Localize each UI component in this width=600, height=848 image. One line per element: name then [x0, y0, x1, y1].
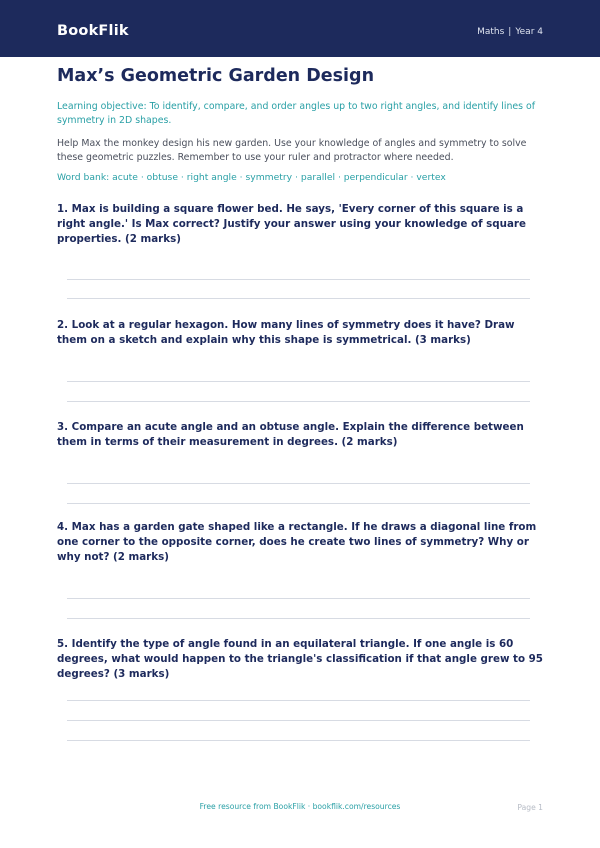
- answer-line[interactable]: [67, 401, 530, 402]
- header-separator: |: [508, 27, 512, 37]
- answer-line[interactable]: [67, 598, 530, 599]
- subject-year-label: [477, 27, 543, 37]
- question-4: 4. Max has a garden gate shaped like a rectangle. If he draws a diagonal line from one corner to the opposite corner, does he create two lines of symmetry? Why or why not? (2 marks): [57, 521, 537, 563]
- year-label: Year 4: [515, 27, 543, 37]
- answer-line[interactable]: [67, 483, 530, 484]
- footer-credit: Free resource from BookFlik · bookflik.com/resources: [199, 802, 401, 811]
- answer-line[interactable]: [67, 618, 530, 619]
- answer-line[interactable]: [67, 298, 530, 299]
- question-5: 5. Identify the type of angle found in an equilateral triangle. If one angle is 60 degrees, what would happen to the triangle's classification if that angle grew to 95 degrees? (3 marks): [57, 638, 543, 680]
- worksheet-title: Max’s Geometric Garden Design: [57, 66, 375, 86]
- question-1: 1. Max is building a square flower bed. He says, 'Every corner of this square is a right angle.' Is Max correct? Justify your answer using your knowledge of square properties. (2 marks): [57, 203, 526, 245]
- learning-objective: Learning objective: To identify, compare, and order angles up to two right angles, and identify lines of symmetry in 2D shapes.: [57, 101, 536, 126]
- question-2: 2. Look at a regular hexagon. How many lines of symmetry does it have? Draw them on a sketch and explain why this shape is symmetrical. (3 marks): [57, 319, 515, 346]
- page-header: [0, 0, 600, 57]
- answer-line[interactable]: [67, 740, 530, 741]
- answer-line[interactable]: [67, 279, 530, 280]
- intro-text: Help Max the monkey design his new garden. Use your knowledge of angles and symmetry to solve these geometric puzzles. Remember to use your ruler and protractor where needed.: [57, 138, 527, 163]
- question-3: 3. Compare an acute angle and an obtuse angle. Explain the difference between them in terms of their measurement in degrees. (2 marks): [57, 421, 524, 448]
- answer-line[interactable]: [67, 381, 530, 382]
- answer-line[interactable]: [67, 720, 530, 721]
- answer-line[interactable]: [67, 700, 530, 701]
- word-bank: Word bank: acute · obtuse · right angle · symmetry · parallel · perpendicular · vertex: [57, 172, 446, 183]
- brand-logo: BookFlik: [57, 23, 129, 39]
- page-number: Page 1: [517, 803, 543, 812]
- subject-label: Maths: [477, 27, 505, 37]
- answer-line[interactable]: [67, 503, 530, 504]
